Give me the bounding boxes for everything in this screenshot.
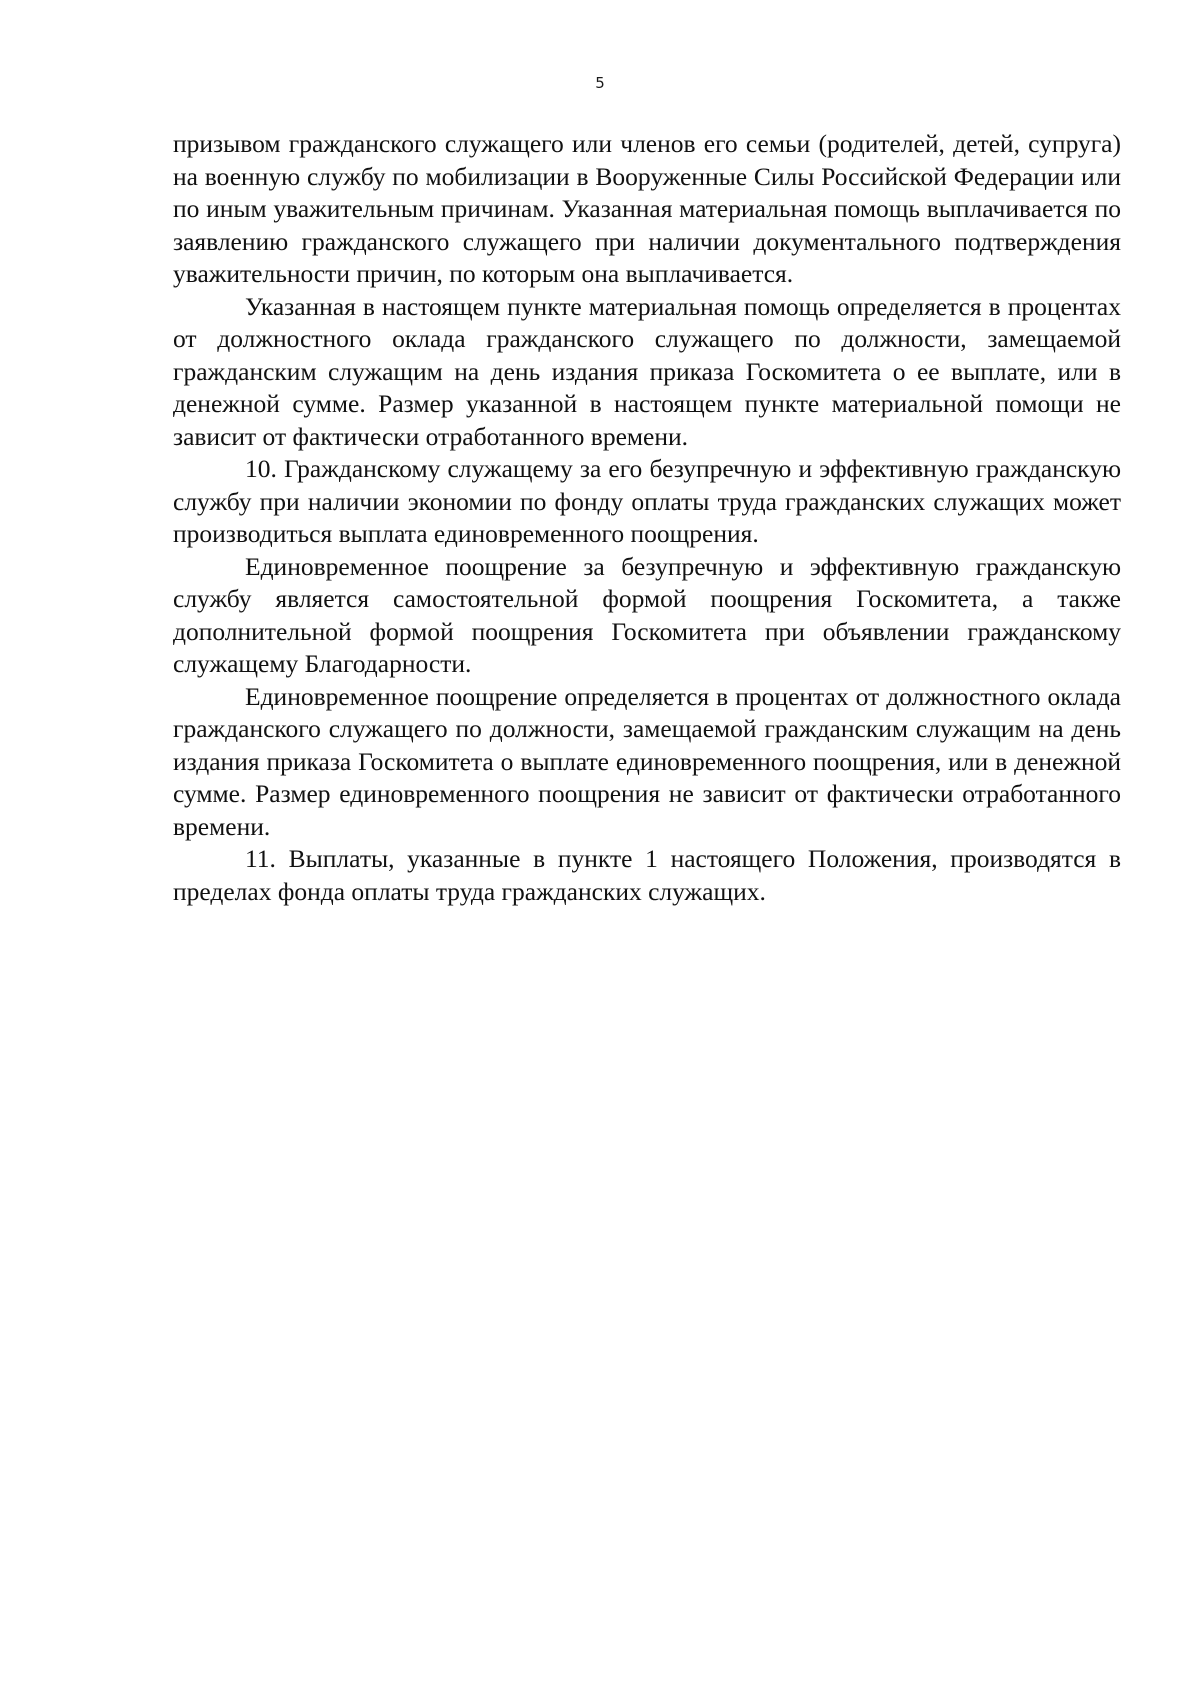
paragraph-clause-11: 11. Выплаты, указанные в пункте 1 настоящего Положения, производятся в пределах фонда оплаты труда гражданских служащих.: [173, 844, 1121, 906]
document-body: [173, 128, 1121, 908]
paragraph-material-aid-amount: Указанная в настоящем пункте материальная помощь определяется в процентах от должностного оклада гражданского служащего по должности, замещаемой гражданским служащим на день издания приказа Госкомитета о ее выплате, или в денежной сумме. Размер указанной в настоящем пункте материальной помощи не зависит от фактически отработанного времени.: [173, 291, 1121, 451]
paragraph-clause-10: 10. Гражданскому служащему за его безупречную и эффективную гражданскую службу при наличии экономии по фонду оплаты труда гражданских служащих может производиться выплата единовременного поощрения.: [173, 454, 1121, 548]
paragraph-one-time-bonus-form: Единовременное поощрение за безупречную и эффективную гражданскую службу является самостоятельной формой поощрения Госкомитета, а также дополнительной формой поощрения Госкомитета при объявлении гражданскому служащему Благодарности.: [173, 551, 1121, 678]
paragraph-one-time-bonus-amount: Единовременное поощрение определяется в процентах от должностного оклада гражданского служащего по должности, замещаемой гражданским служащим на день издания приказа Госкомитета о выплате единовременного поощрения, или в денежной сумме. Размер единовременного поощрения не зависит от фактически отработанного времени.: [173, 681, 1121, 841]
paragraph-continuation: призывом гражданского служащего или членов его семьи (родителей, детей, супруга) на военную службу по мобилизации в Вооруженные Силы Российской Федерации или по иным уважительным причинам. Указанная материальная помощь выплачивается по заявлению гражданского служащего при наличии документального подтверждения уважительности причин, по которым она выплачивается.: [173, 129, 1121, 288]
page-number: 5: [595, 74, 605, 92]
